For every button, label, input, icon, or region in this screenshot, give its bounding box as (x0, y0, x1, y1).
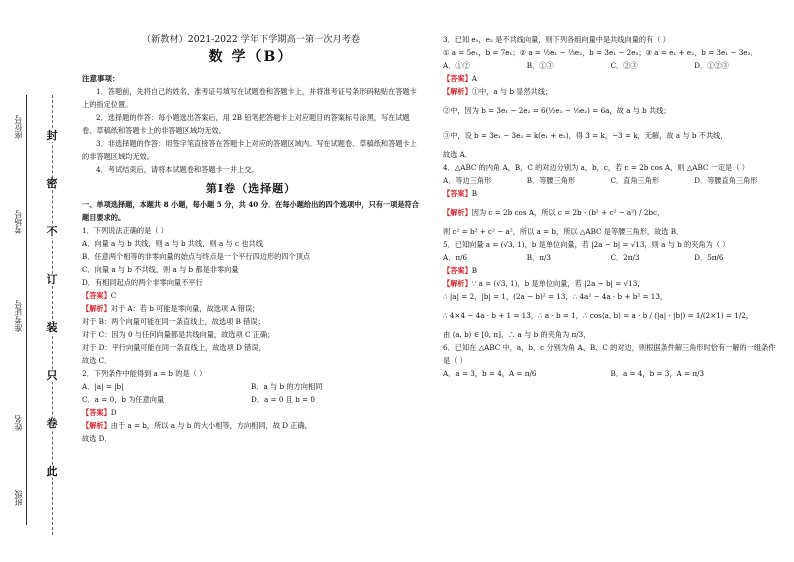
q3-stem: 3．已知 e₁，e₂ 是不共线向量，则下列各组向量中是共线向量的有（ ） (443, 35, 670, 44)
q2-answer (82, 406, 420, 419)
q3-option: A．①② (443, 61, 470, 70)
answer-label: 【答案】 (443, 266, 472, 275)
analysis-label: 【解析】 (443, 208, 472, 217)
spacer (443, 117, 778, 129)
q5-options-row (443, 251, 778, 264)
analysis-line: ③中，设 b = 3e₁ − 3e₂ = k(e₁ + e₂)，得 3 = k，−3 = k，无解，故 a 与 b 不共线， (443, 131, 728, 140)
field-line (26, 95, 27, 525)
exam-title: （新教材）2021-2022 学年下学期高一第一次月考卷 (141, 34, 361, 45)
answer-label: 【答案】 (443, 74, 472, 83)
note-item: 1．答题前，先将自己的姓名、准考证号填写在试题卷和答题卡上，并将准考证号条形码粘贴在答题卡上的指定位置。 (82, 87, 417, 109)
q2-option: B．a 与 b 的方向相同 (251, 382, 323, 391)
q3-conditions: ① a = 5e₁，b = 7e₁；② a = ½e₁ − ⅓e₂，b = 3e₁ − 2e₂；③ a = e₁ + e₂，b = 3e₁ − 3e₂． (443, 48, 758, 57)
ticket-number-field: 准考证号 (14, 300, 23, 332)
answer-label: 【答案】 (443, 189, 472, 198)
analysis-line: 对于 D：平行向量可能在同一条直线上，故选项 D 错误， (82, 343, 266, 352)
analysis-label: 【解析】 (82, 421, 111, 430)
answer-value: B (471, 266, 478, 275)
notes-heading: 注意事项： (82, 74, 120, 83)
q1-option: C．向量 a 与 b 不共线，则 a 与 b 都是非零向量 (82, 265, 239, 274)
q1-answer (82, 289, 420, 302)
answer-label: 【答案】 (82, 291, 111, 300)
seal-char: 订 (46, 273, 58, 286)
answer-label: 【答案】 (82, 408, 111, 417)
q3-analysis (443, 85, 778, 98)
q1-stem: 1．下列说法正确的是（ ） (82, 226, 168, 235)
q3-option: B．①③ (526, 61, 554, 70)
q5-option: C．2π/3 (610, 253, 640, 262)
analysis-line: 因为 c = 2b cos A，所以 c = 2b · (b² + c² − a²) / 2bc， (471, 208, 665, 217)
q6-options-row (443, 367, 778, 380)
analysis-label: 【解析】 (443, 87, 472, 96)
q1-option: D．有相同起点的两个非零向量不平行 (82, 278, 203, 287)
analysis-line: 故选 C． (82, 356, 112, 365)
section-title: 第Ⅰ卷（选择题） (205, 182, 297, 195)
answer-value: D (110, 408, 117, 417)
q6-option: A．a = 3，b = 4，A = π/6 (443, 369, 537, 378)
subject-title: 数 学（B） (208, 49, 294, 65)
analysis-line: 对于 A：若 b 可能是零向量，故选项 A 错误； (110, 304, 260, 313)
q4-option: D．等腰直角三角形 (694, 176, 758, 185)
analysis-line: ①中，a 与 b 显然共线； (471, 87, 553, 96)
answer-value: B (471, 189, 478, 198)
answer-value: A (471, 74, 477, 83)
name-field: 姓名 (14, 415, 23, 431)
binding-strip (0, 0, 72, 562)
q3-option: C．②③ (610, 61, 638, 70)
q4-option: C．直角三角形 (610, 176, 660, 185)
note-item: 3．非选择题的作答：用签字笔直接答在答题卡上对应的答题区域内。写在试题卷、草稿纸和答题卡上的非答题区域均无效。 (82, 139, 417, 161)
q2-stem: 2．下列条件中能得到 a = b 的是（ ） (82, 369, 207, 378)
seat-number-field: 座位号 (14, 115, 23, 139)
section-instruction: 一、单项选择题，本题共 8 小题，每小题 5 分，共 40 分．在每小题给出的四个选项中，只有一项是符合题目要求的。 (82, 200, 419, 222)
q5-option: A．π/6 (443, 253, 468, 262)
left-column (82, 33, 420, 445)
analysis-line: 对于 C：因为 0 与任何向量都是共线向量，故选项 C 正确； (82, 330, 275, 339)
analysis-line: 故选 A． (443, 150, 473, 159)
q3-option: D．①②③ (694, 61, 729, 70)
q1-option: A．向量 a 与 b 共线，则 a 与 b 共线，则 a 与 c 也共线 (82, 239, 263, 248)
q2-option: C．a = 0，b 为任意向量 (82, 395, 165, 404)
analysis-line: 则 c² = b² + c² − a²，所以 a = b，所以 △ABC 是等腰三角形，故选 B． (443, 227, 684, 236)
right-column (443, 33, 778, 380)
q4-answer (443, 187, 778, 200)
q4-option: B．等腰三角形 (526, 176, 576, 185)
analysis-label: 【解析】 (443, 279, 472, 288)
q5-answer (443, 264, 778, 277)
analysis-line: 由于 a = b，所以 a 与 b 的大小相等，方向相同，故 D 正确， (110, 421, 312, 430)
analysis-line: ②中，因为 b = 3e₁ − 2e₂ = 6(½e₁ − ⅓e₂) = 6a，故 a 与 b 共线； (443, 106, 671, 115)
q4-option: A．等边三角形 (443, 176, 492, 185)
note-item: 4．考试结束后，请将本试题卷和答题卡一并上交。 (96, 165, 259, 174)
exam-room-field: 考场号 (14, 210, 23, 234)
analysis-line: ∴ 4×4 − 4a · b + 1 = 13，∴ a · b = 1，∴ cos⟨a, b⟩ = a · b / (|a| · |b|) = 1/(2×1) = 1/2， (443, 311, 753, 320)
analysis-line: 故选 D． (82, 434, 112, 443)
analysis-line: 对于 B：两个向量可能在同一条直线上，故选项 B 错误； (82, 317, 265, 326)
q5-analysis (443, 277, 778, 290)
q5-option: B．π/3 (526, 253, 551, 262)
q4-analysis (443, 206, 778, 219)
q2-options-row (82, 380, 420, 393)
q6-option: B．a = 4，b = 3，A = π/3 (610, 369, 705, 378)
q4-options-row (443, 174, 778, 187)
q1-analysis (82, 302, 420, 315)
seal-char: 此 (46, 465, 58, 478)
q6-stem: 6．已知在 △ABC 中，a，b，c 分别为角 A、B、C 的对边，则根据条件解三角形时恰有一解的一组条件是（ ） (443, 343, 776, 365)
q1-option: B．任意两个相等的非零向量的始点与终点是一个平行四边形的四个顶点 (82, 252, 311, 261)
q5-stem: 5．已知向量 a = (√3, 1)，b 是单位向量，若 |2a − b| = √13，则 a 与 b 的夹角为（ ） (443, 240, 730, 249)
answer-value: C (110, 291, 117, 300)
seal-char: 不 (46, 225, 58, 238)
q2-option: D．a = 0 且 b = 0 (251, 395, 315, 404)
q2-option: A．|a| = |b| (82, 382, 124, 391)
q2-analysis (82, 419, 420, 432)
seal-char: 装 (46, 321, 58, 334)
seal-char: 密 (46, 177, 58, 190)
seal-char: 卷 (46, 417, 58, 430)
analysis-label: 【解析】 (82, 304, 111, 313)
q3-answer (443, 72, 778, 85)
analysis-line: 由 ⟨a, b⟩ ∈ [0, π]，∴ a 与 b 的夹角为 π/3， (443, 330, 591, 339)
q2-options-row (82, 393, 420, 406)
q4-stem: 4．△ABC 的内角 A，B，C 的对边分别为 a，b，c，若 c = 2b cos A，则 △ABC 一定是（ ） (443, 163, 749, 172)
note-item: 2．选择题的作答：每小题选出答案后，用 2B 铅笔把答题卡上对应题目的答案标号涂黑，写在试题卷、草稿纸和答题卡上的非答题区域均无效。 (82, 113, 410, 135)
q5-option: D．5π/6 (694, 253, 724, 262)
class-field: 班级 (14, 490, 23, 506)
seal-char: 封 (46, 129, 58, 142)
seal-char: 只 (46, 369, 58, 382)
analysis-line: ∵ a = (√3, 1)，b 是单位向量，若 |2a − b| = √13， (471, 279, 645, 288)
q3-options-row (443, 59, 778, 72)
analysis-line: ∴ |a| = 2，|b| = 1，(2a − b)² = 13，∴ 4a² − 4a · b + b² = 13， (443, 292, 668, 301)
